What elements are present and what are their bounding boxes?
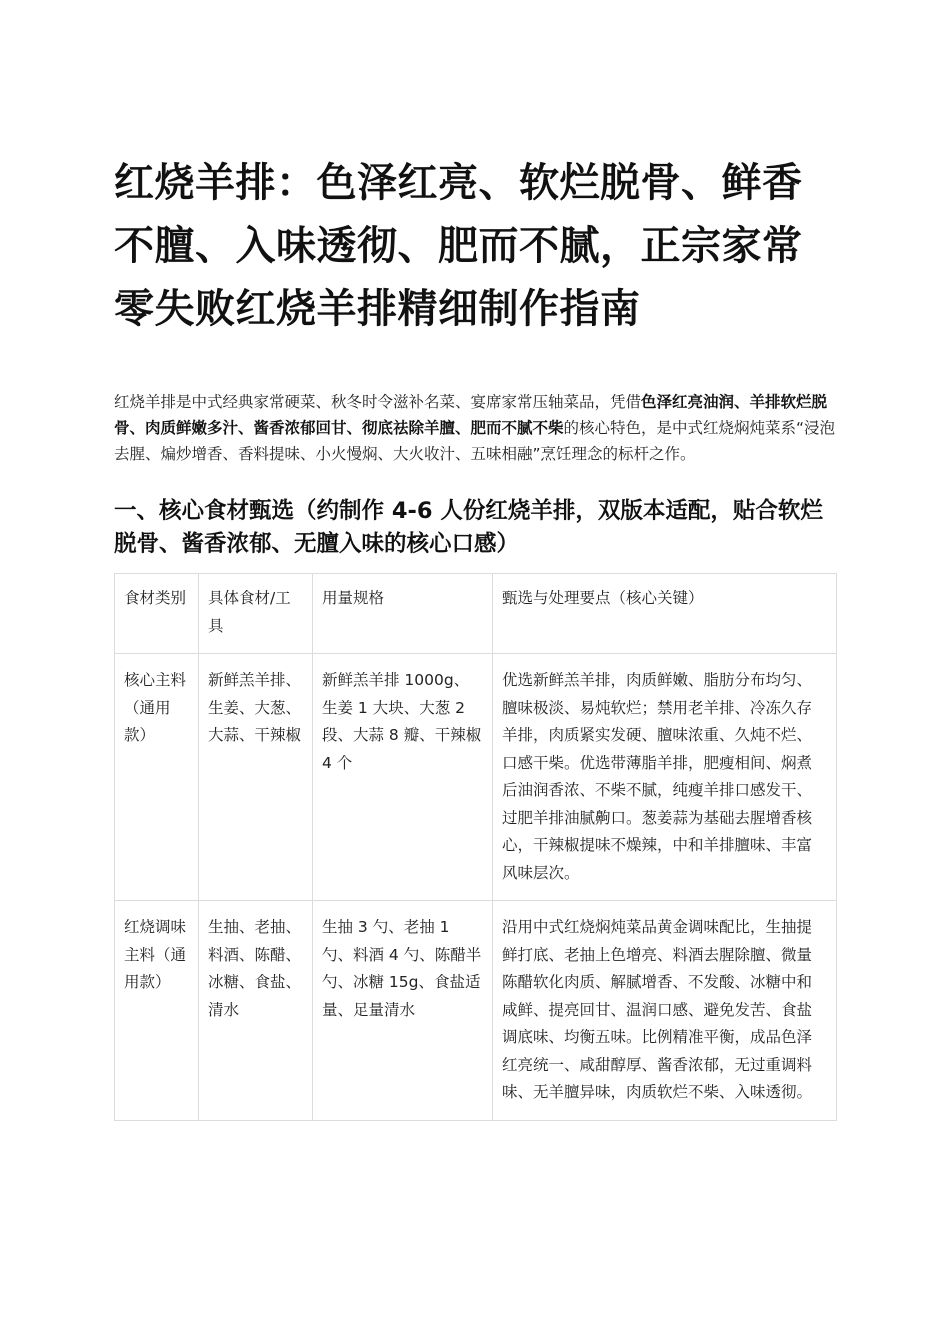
intro-text-prefix: 红烧羊排是中式经典家常硬菜、秋冬时令滋补名菜、宴席家常压轴菜品，凭借 <box>114 393 642 411</box>
document-page <box>114 152 836 1121</box>
intro-text-suffix: 的核心特色，是中式红烧焖炖菜系“浸泡去腥、煸炒增香、香料提味、小火慢焖、大火收汁、五味相融”烹饪理念的标杆之作。 <box>114 419 836 463</box>
cell-notes: 优选新鲜羔羊排，肉质鲜嫩、脂肪分布均匀、膻味极淡、易炖软烂；禁用老羊排、冷冻久存羊排，肉质紧实发硬、膻味浓重、久炖不烂、口感干柴。优选带薄脂羊排，肥瘦相间、焖煮后油润香浓、不柴不腻，纯瘦羊排口感发干、过肥羊排油腻齁口。葱姜蒜为基础去腥增香核心，干辣椒提味不燥辣，中和羊排膻味、丰富风味层次。 <box>493 654 837 901</box>
table-row <box>115 901 837 1121</box>
intro-paragraph <box>114 389 836 467</box>
table-header-row <box>115 574 837 654</box>
column-header-notes: 甄选与处理要点（核心关键） <box>493 574 837 654</box>
column-header-category: 食材类别 <box>115 574 199 654</box>
cell-category: 红烧调味主料（通用款） <box>115 901 199 1121</box>
ingredients-table <box>114 573 837 1121</box>
section-heading-ingredients: 一、核心食材甄选（约制作 4-6 人份红烧羊排，双版本适配，贴合软烂脱骨、酱香浓郁、无膻入味的核心口感） <box>114 498 823 557</box>
cell-amount: 生抽 3 勺、老抽 1 勺、料酒 4 勺、陈醋半勺、冰糖 15g、食盐适量、足量清水 <box>313 901 493 1121</box>
cell-category: 核心主料（通用款） <box>115 654 199 901</box>
intro-highlight: 色泽红亮油润、羊排软烂脱骨、肉质鲜嫩多汁、酱香浓郁回甘、彻底祛除羊膻、肥而不腻不柴 <box>114 393 828 437</box>
column-header-items: 具体食材/工具 <box>199 574 313 654</box>
column-header-amount: 用量规格 <box>313 574 493 654</box>
cell-notes: 沿用中式红烧焖炖菜品黄金调味配比，生抽提鲜打底、老抽上色增亮、料酒去腥除膻、微量陈醋软化肉质、解腻增香、不发酸、冰糖中和咸鲜、提亮回甘、温润口感、避免发苦、食盐调底味、均衡五味。比例精准平衡，成品色泽红亮统一、咸甜醇厚、酱香浓郁，无过重调料味、无羊膻异味，肉质软烂不柴、入味透彻。 <box>493 901 837 1121</box>
table-row <box>115 654 837 901</box>
document-title: 红烧羊排：色泽红亮、软烂脱骨、鲜香不膻、入味透彻、肥而不腻，正宗家常零失败红烧羊排精细制作指南 <box>114 160 803 332</box>
cell-items: 新鲜羔羊排、生姜、大葱、大蒜、干辣椒 <box>199 654 313 901</box>
cell-amount: 新鲜羔羊排 1000g、生姜 1 大块、大葱 2 段、大蒜 8 瓣、干辣椒 4 个 <box>313 654 493 901</box>
cell-items: 生抽、老抽、料酒、陈醋、冰糖、食盐、清水 <box>199 901 313 1121</box>
